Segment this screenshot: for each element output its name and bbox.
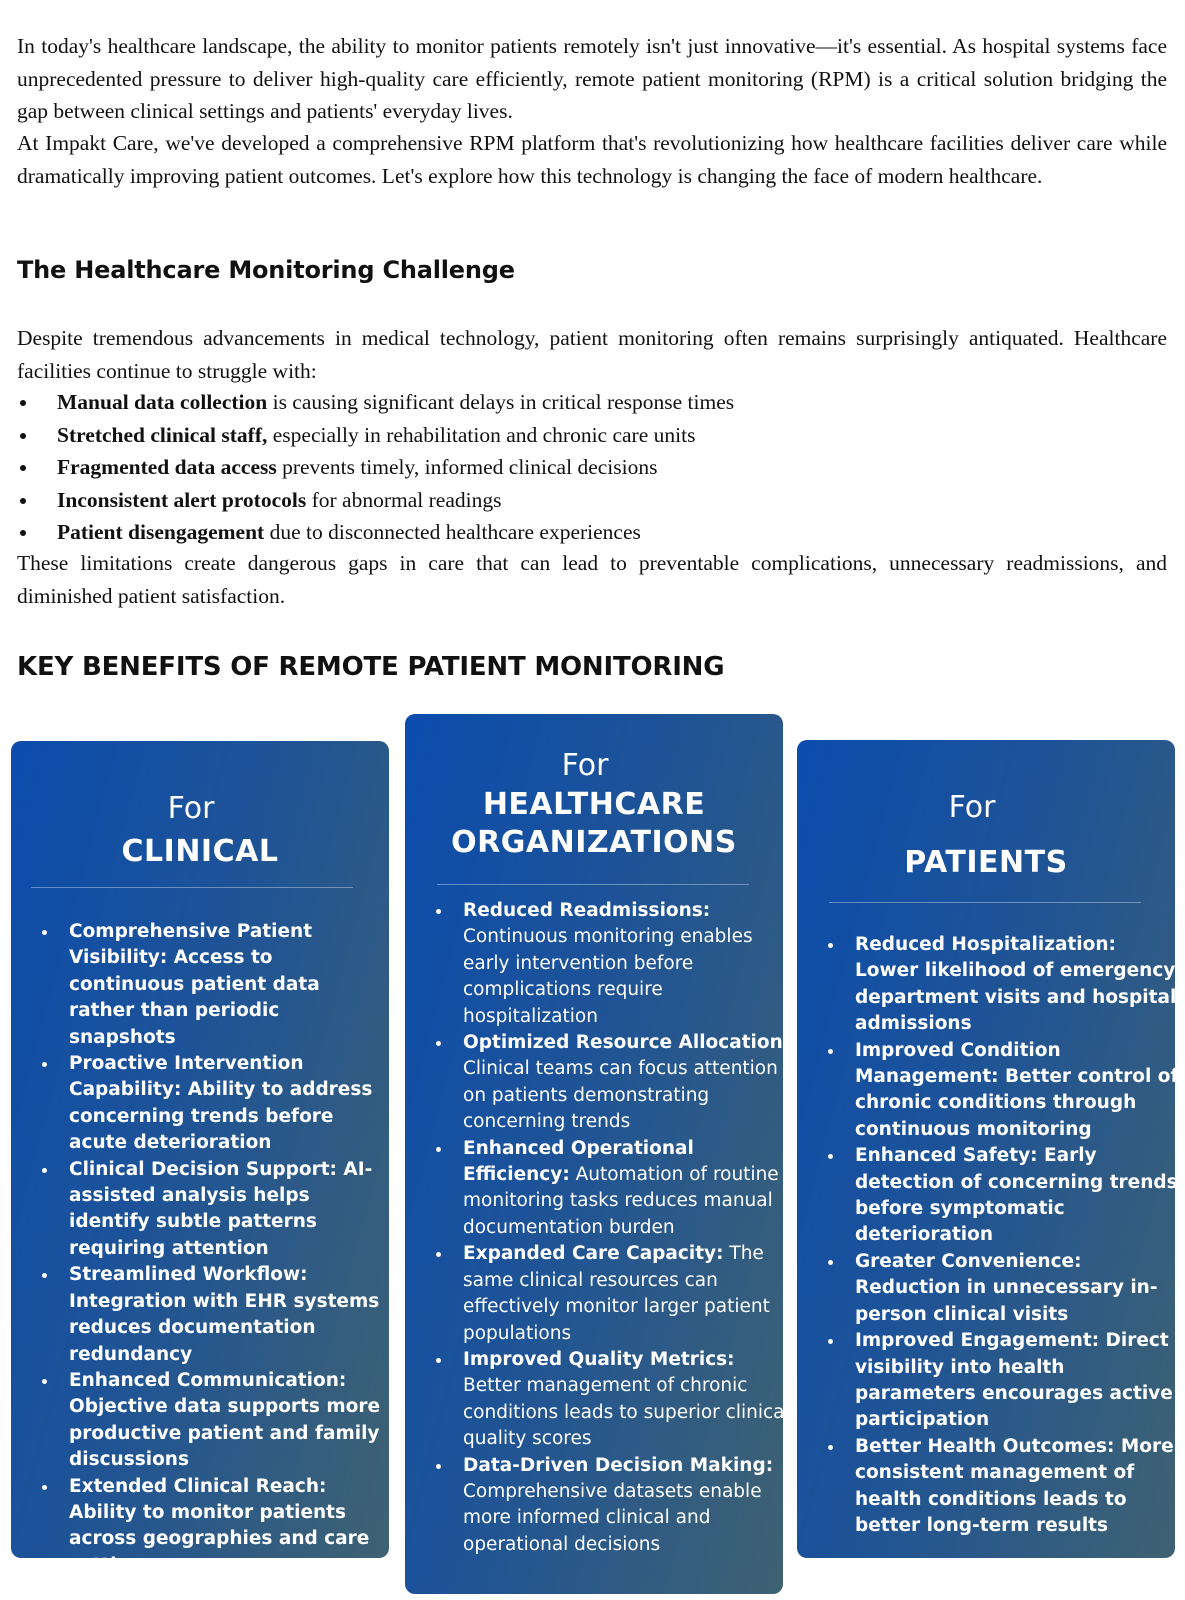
organizations-card: [405, 714, 791, 1594]
list-item: • Manual data collection is causing significant delays in critical response times: [39, 386, 1167, 419]
benefits-heading: KEY BENEFITS OF REMOTE PATIENT MONITORING: [17, 652, 725, 682]
organizations-card-title-1: HEALTHCARE: [482, 787, 706, 822]
clinical-card-title: CLINICAL: [121, 834, 279, 869]
clinical-card: [11, 741, 389, 1576]
patients-card-divider: [829, 902, 1141, 903]
challenge-heading: The Healthcare Monitoring Challenge: [17, 256, 515, 284]
organizations-card-title-2: ORGANIZATIONS: [451, 825, 737, 860]
list-item: • Optimized Resource Allocation: Clinical teams can focus attention on patients demonstrating concerning trends: [453, 1030, 791, 1136]
list-item: • Greater Convenience: Reduction in unnecessary in-person clinical visits: [845, 1249, 1185, 1328]
list-item: • Reduced Readmissions: Continuous monitoring enables early intervention before complications require hospitalization: [453, 898, 791, 1030]
challenge-list: [17, 386, 1167, 549]
intro-paragraph-2: At Impakt Care, we've developed a comprehensive RPM platform that's revolutionizing how healthcare facilities deliver care while dramatically improving patient outcomes. Let's explore how this technology is changing the face of modern healthcare.: [17, 131, 1167, 188]
organizations-card-divider: [437, 884, 749, 885]
list-item: • Enhanced Operational Efficiency: Automation of routine monitoring tasks reduces manual documentation burden: [453, 1136, 791, 1242]
list-item: • Patient disengagement due to disconnected healthcare experiences: [39, 516, 1167, 549]
list-item: • Improved Quality Metrics: Better management of chronic conditions leads to superior clinical quality scores: [453, 1347, 791, 1453]
patients-benefit-list: [819, 932, 1185, 1539]
list-item: • Improved Engagement: Direct visibility into health parameters encourages active participation: [845, 1328, 1185, 1434]
list-item: • Stretched clinical staff, especially in rehabilitation and chronic care units: [39, 419, 1167, 452]
organizations-benefit-list: [427, 898, 791, 1558]
list-item: • Proactive Intervention Capability: Ability to address concerning trends before acute deterioration: [59, 1051, 389, 1157]
clinical-card-for: For: [167, 791, 215, 826]
list-item: • Fragmented data access prevents timely, informed clinical decisions: [39, 451, 1167, 484]
clinical-benefit-list: [33, 919, 389, 1579]
list-item: • Better Health Outcomes: More consistent management of health conditions leads to better long-term results: [845, 1434, 1185, 1540]
organizations-card-for: For: [561, 748, 609, 783]
patients-card-for: For: [948, 790, 996, 825]
list-item: • Streamlined Workflow: Integration with EHR systems reduces documentation redundancy: [59, 1262, 389, 1368]
list-item: • Extended Clinical Reach: Ability to monitor patients across geographies and care settings: [59, 1474, 389, 1580]
list-item: • Clinical Decision Support: AI-assisted analysis helps identify subtle patterns requiring attention: [59, 1157, 389, 1263]
clinical-card-divider: [31, 887, 353, 888]
list-item: • Improved Condition Management: Better control of chronic conditions through continuous monitoring: [845, 1038, 1185, 1144]
challenge-lead: Despite tremendous advancements in medical technology, patient monitoring often remains surprisingly antiquated. Healthcare facilities continue to struggle with:: [17, 326, 1167, 383]
list-item: • Reduced Hospitalization: Lower likelihood of emergency department visits and hospital admissions: [845, 932, 1185, 1038]
challenge-closing: These limitations create dangerous gaps in care that can lead to preventable complications, unnecessary readmissions, and diminished patient satisfaction.: [17, 551, 1167, 608]
intro-paragraph-1: In today's healthcare landscape, the ability to monitor patients remotely isn't just innovative—it's essential. As hospital systems face unprecedented pressure to deliver high-quality care efficiently, remote patient monitoring (RPM) is a critical solution bridging the gap between clinical settings and patients' everyday lives.: [17, 34, 1167, 123]
list-item: • Enhanced Communication: Objective data supports more productive patient and family discussions: [59, 1368, 389, 1474]
list-item: • Expanded Care Capacity: The same clinical resources can effectively monitor larger patient populations: [453, 1241, 791, 1347]
list-item: • Inconsistent alert protocols for abnormal readings: [39, 484, 1167, 517]
list-item: • Enhanced Safety: Early detection of concerning trends before symptomatic deterioration: [845, 1143, 1185, 1249]
list-item: • Comprehensive Patient Visibility: Access to continuous patient data rather than periodic snapshots: [59, 919, 389, 1051]
list-item: • Data-Driven Decision Making: Comprehensive datasets enable more informed clinical and operational decisions: [453, 1453, 791, 1559]
patients-card: [797, 740, 1179, 1558]
patients-card-title: PATIENTS: [904, 845, 1068, 880]
